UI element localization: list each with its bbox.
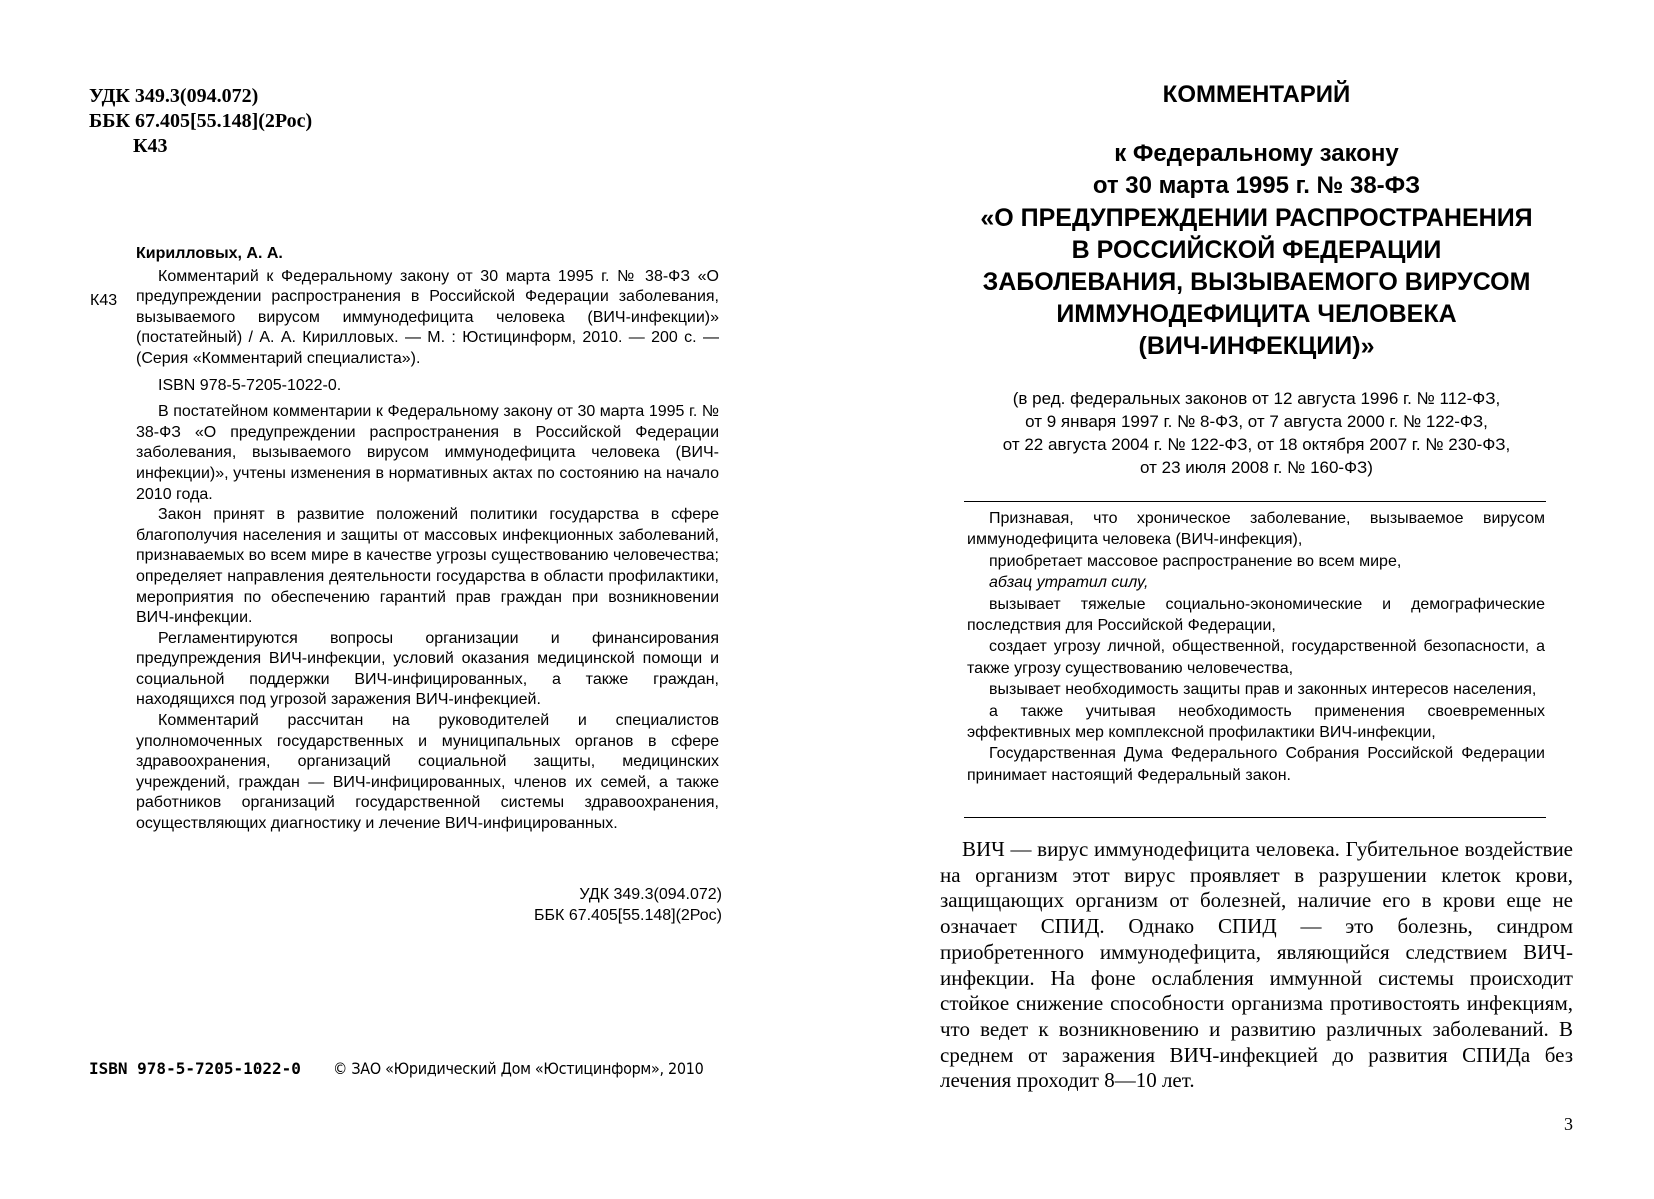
preamble-paragraph: создает угрозу личной, общественной, государственной безопасности, а также угрозу существованию человечества, xyxy=(967,638,1545,677)
preamble-paragraph: вызывает необходимость защиты прав и законных интересов населения, xyxy=(989,681,1537,699)
law-title-line: ИММУНОДЕФИЦИТА ЧЕЛОВЕКА xyxy=(1056,300,1457,328)
card-description: Комментарий к Федеральному закону от 30 марта 1995 г. № 38-ФЗ «О предупреждении распространения в Российской Федерации заболевания, вызываемого вирусом иммунодефицита человека (ВИЧ-инфекции)» (постатейный) / А. А. Кирилловых. — М. : Юстицинформ, 2010. — 200 с. — (Серия «Комментарий специалиста»). xyxy=(136,267,719,367)
amendments-line: (в ред. федеральных законов от 12 августа 1996 г. № 112-ФЗ, xyxy=(1012,389,1501,408)
page-title: КОММЕНТАРИЙ xyxy=(1162,81,1351,108)
law-title-line: (ВИЧ-ИНФЕКЦИИ)» xyxy=(1138,332,1375,360)
preamble-bottom-rule xyxy=(964,817,1546,818)
preamble-paragraph: а также учитывая необходимость применения своевременных эффективных мер комплексной профилактики ВИЧ-инфекции, xyxy=(967,702,1545,742)
amendments-line: от 23 июля 2008 г. № 160-ФЗ) xyxy=(1140,458,1373,477)
card-udk-code: УДК 349.3(094.072) xyxy=(579,886,722,903)
commentary-text: ВИЧ — вирус иммунодефицита человека. Губительное воздействие на организм этот вирус проявляет в разрушении клеток крови, защищающих организм от болезней, наличие его в крови еще не означает СПИД. Однако СПИД — это болезнь, синдром приобретенного иммунодефицита, являющийся следствием ВИЧ-инфекции. На фоне ослабления иммунной системы происходит стойкое снижение способности организма противостоять инфекциям, что ведет к возникновению и развитию различных заболеваний. В среднем от заражения ВИЧ-инфекцией до развития СПИДа без лечения проходит 8—10 лет. xyxy=(940,837,1573,1093)
preamble-paragraph: вызывает тяжелые социально-экономические и демографические последствия для Российской Федерации, xyxy=(967,595,1545,635)
preamble-paragraph-repealed: абзац утратил силу, xyxy=(989,574,1149,592)
preamble-paragraph: приобретает массовое распространение во всем мире, xyxy=(989,552,1402,570)
bbk-code: ББК 67.405[55.148](2Рос) xyxy=(89,110,313,132)
law-title-line: от 30 марта 1995 г. № 38-ФЗ xyxy=(1092,172,1421,199)
law-title xyxy=(940,138,1573,362)
page-number: 3 xyxy=(1564,1114,1573,1134)
law-title-line: В РОССИЙСКОЙ ФЕДЕРАЦИИ xyxy=(1071,236,1442,264)
amendments-line: от 22 августа 2004 г. № 122-ФЗ, от 18 октября 2007 г. № 230-ФЗ, xyxy=(1002,435,1511,454)
card-author: Кирилловых, А. А. xyxy=(136,245,283,262)
card-annotation-paragraph: В постатейном комментарии к Федеральному закону от 30 марта 1995 г. № 38-ФЗ «О предупреждении распространения в Российской Федерации заболевания, вызываемого вирусом иммунодефицита человека (ВИЧ-инфекции)», учтены изменения в нормативных актах по состоянию на начало 2010 года. xyxy=(136,403,719,503)
card-isbn: ISBN 978-5-7205-1022-0. xyxy=(158,376,342,394)
preamble-paragraph: Признавая, что хроническое заболевание, вызываемое вирусом иммунодефицита человека (ВИЧ-инфекция), xyxy=(967,510,1545,549)
classification-codes xyxy=(89,84,312,159)
law-title-line: «О ПРЕДУПРЕЖДЕНИИ РАСПРОСТРАНЕНИЯ xyxy=(980,204,1533,232)
card-bbk-code: ББК 67.405[55.148](2Рос) xyxy=(534,907,722,924)
law-title-line: ЗАБОЛЕВАНИЯ, ВЫЗЫВАЕМОГО ВИРУСОМ xyxy=(982,268,1531,296)
card-classification-codes xyxy=(534,884,722,926)
preamble xyxy=(967,508,1545,786)
amendments-line: от 9 января 1997 г. № 8-ФЗ, от 7 августа 2000 г. № 122-ФЗ, xyxy=(1025,412,1488,431)
card-annotation-paragraph: Регламентируются вопросы организации и финансирования предупреждения ВИЧ-инфекции, условий оказания медицинской помощи и социальной поддержки ВИЧ-инфицированных, а также граждан, находящихся под угрозой заражения ВИЧ-инфекцией. xyxy=(136,629,719,709)
card-annotation-paragraph: Комментарий рассчитан на руководителей и специалистов уполномоченных государственных и муниципальных органов в сфере здравоохранения, организаций социальной защиты, медицинских учреждений, граждан — ВИЧ-инфицированных, членов их семей, а также работников организаций государственной системы здравоохранения, осуществляющих диагностику и лечение ВИЧ-инфицированных. xyxy=(136,712,719,833)
amendments-note xyxy=(940,387,1573,479)
card-annotation-paragraph: Закон принят в развитие положений политики государства в сфере благополучия населения и защиты от массовых инфекционных заболеваний, признаваемых во всем мире в качестве угрозы существованию человечества; определяет направления деятельности государства в области профилактики, мероприятия по обеспечению гарантий прав граждан при возникновении ВИЧ-инфекции. xyxy=(136,506,719,627)
preamble-paragraph: Государственная Дума Федерального Собрания Российской Федерации принимает настоящий Федеральный закон. xyxy=(967,745,1545,784)
copyright-notice: © ЗАО «Юридический Дом «Юстицинформ», 2010 xyxy=(333,1059,704,1078)
law-title-line: к Федеральному закону xyxy=(1114,140,1399,167)
preamble-top-rule xyxy=(964,501,1546,502)
card-author-sign: К43 xyxy=(90,292,118,309)
catalog-card xyxy=(136,244,719,835)
author-sign: К43 xyxy=(133,135,168,157)
udk-code: УДК 349.3(094.072) xyxy=(89,85,259,107)
isbn-imprint: ISBN 978-5-7205-1022-0 xyxy=(89,1059,301,1078)
